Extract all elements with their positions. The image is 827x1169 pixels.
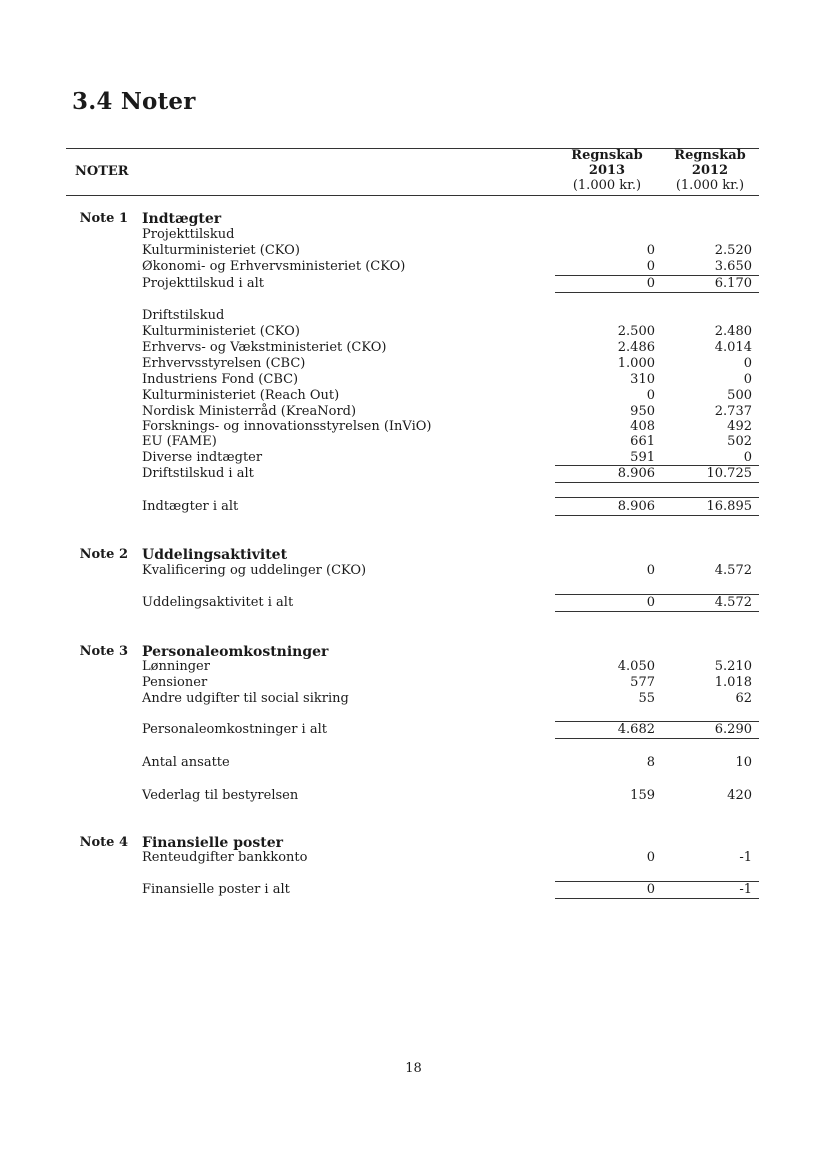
value-2012: 62: [735, 691, 752, 706]
note-4-label: Note 4: [79, 835, 128, 850]
note-heading-text: Indtægter: [142, 211, 222, 227]
table-row: [0, 259, 827, 275]
value-2013: 159: [630, 788, 655, 803]
value-2013: 661: [630, 434, 655, 449]
value-2012: 4.572: [714, 563, 752, 578]
value-2012: 5.210: [714, 659, 752, 674]
row-label: Kulturministeriet (Reach Out): [142, 388, 340, 403]
value-2012: 2.520: [714, 243, 752, 258]
row-label: EU (FAME): [142, 434, 217, 449]
table-row: [0, 850, 827, 866]
value-2012: 2.480: [714, 324, 752, 339]
table-row: [0, 243, 827, 259]
column-header-2012: [655, 148, 765, 193]
value-2013: 1.000: [617, 356, 655, 371]
value-2012: 0: [743, 450, 752, 465]
total-row: [0, 499, 827, 515]
row-label: Diverse indtægter: [142, 450, 263, 465]
value-2012: 492: [727, 419, 752, 434]
value-2013: 0: [646, 276, 655, 291]
row-label: Lønninger: [142, 659, 210, 674]
value-2013: 310: [630, 372, 655, 387]
total-rule: [555, 611, 759, 612]
table-row: [0, 434, 827, 450]
value-2012: 16.895: [706, 499, 752, 514]
value-2012: 10.725: [706, 466, 752, 481]
value-2013: 577: [630, 675, 655, 690]
table-row: [0, 563, 827, 579]
value-2013: 4.682: [617, 722, 655, 737]
value-2012: 6.290: [714, 722, 752, 737]
value-2012: -1: [739, 882, 752, 897]
note-4-heading: [0, 835, 827, 851]
value-2012: 0: [743, 356, 752, 371]
value-2012: 3.650: [714, 259, 752, 274]
value-2013: 2.486: [617, 340, 655, 355]
row-label: Erhvervsstyrelsen (CBC): [142, 356, 306, 371]
table-row: [0, 659, 827, 675]
value-2013: 8: [646, 755, 655, 770]
table-row: [0, 388, 827, 404]
column-header-2012-unit: (1.000 kr.): [675, 178, 745, 193]
row-label: Antal ansatte: [142, 755, 230, 770]
table-row: [0, 372, 827, 388]
table-row: [0, 755, 827, 771]
row-label: Indtægter i alt: [142, 499, 239, 514]
note-3-label: Note 3: [79, 644, 128, 659]
table-row: [0, 308, 827, 324]
table-row: [0, 691, 827, 707]
row-label: Kvalificering og uddelinger (CKO): [142, 563, 367, 578]
value-2013: 8.906: [617, 466, 655, 481]
total-row: [0, 882, 827, 898]
row-label: Nordisk Ministerråd (KreaNord): [142, 404, 357, 419]
row-label: Økonomi- og Erhvervsministeriet (CKO): [142, 259, 406, 274]
value-2013: 0: [646, 388, 655, 403]
total-row: [0, 722, 827, 738]
table-row: [0, 227, 827, 243]
page-number: 18: [405, 1061, 422, 1076]
column-header-2013-title: Regnskab: [571, 148, 643, 163]
value-2012: 502: [727, 434, 752, 449]
column-header-2012-title: Regnskab: [674, 148, 746, 163]
note-2-heading: [0, 547, 827, 563]
value-2012: 6.170: [714, 276, 752, 291]
row-label: Personaleomkostninger i alt: [142, 722, 327, 737]
row-label: Projekttilskud i alt: [142, 276, 264, 291]
row-label: Driftstilskud i alt: [142, 466, 254, 481]
value-2013: 0: [646, 259, 655, 274]
column-header-2013: [552, 148, 662, 193]
row-label: Erhvervs- og Vækstministeriet (CKO): [142, 340, 387, 355]
table-row: [0, 404, 827, 420]
subtotal-row: [0, 276, 827, 292]
value-2012: 2.737: [714, 404, 752, 419]
value-2013: 8.906: [617, 499, 655, 514]
table-row: [0, 788, 827, 804]
table-row: [0, 419, 827, 435]
row-label: Kulturministeriet (CKO): [142, 324, 300, 339]
table-row: [0, 450, 827, 466]
total-rule: [555, 898, 759, 899]
subtotal-rule: [555, 482, 759, 483]
row-label: Projekttilskud: [142, 227, 235, 242]
subtotal-rule: [555, 292, 759, 293]
table-row: [0, 340, 827, 356]
row-label: Kulturministeriet (CKO): [142, 243, 300, 258]
note-heading-text: Uddelingsaktivitet: [142, 547, 288, 563]
value-2013: 0: [646, 850, 655, 865]
value-2012: 10: [735, 755, 752, 770]
row-label: Driftstilskud: [142, 308, 225, 323]
value-2012: -1: [739, 850, 752, 865]
value-2013: 0: [646, 595, 655, 610]
subtotal-row: [0, 466, 827, 482]
column-header-2013-year: 2013: [588, 163, 626, 178]
note-3-heading: [0, 644, 827, 660]
total-rule: [555, 738, 759, 739]
note-heading-text: Personaleomkostninger: [142, 644, 329, 660]
note-1-label: Note 1: [79, 211, 128, 226]
value-2012: 1.018: [714, 675, 752, 690]
value-2013: 0: [646, 243, 655, 258]
column-header-2012-year: 2012: [691, 163, 729, 178]
value-2012: 500: [727, 388, 752, 403]
value-2013: 55: [638, 691, 655, 706]
header-bottom-rule: [66, 195, 759, 196]
note-2-label: Note 2: [79, 547, 128, 562]
value-2012: 4.014: [714, 340, 752, 355]
row-label: Uddelingsaktivitet i alt: [142, 595, 294, 610]
row-label: Finansielle poster i alt: [142, 882, 290, 897]
row-label: Pensioner: [142, 675, 208, 690]
notes-header-label: NOTER: [75, 164, 129, 179]
column-header-2013-unit: (1.000 kr.): [572, 178, 642, 193]
row-label: Vederlag til bestyrelsen: [142, 788, 299, 803]
value-2012: 0: [743, 372, 752, 387]
row-label: Forsknings- og innovationsstyrelsen (InViO): [142, 419, 432, 434]
table-row: [0, 356, 827, 372]
value-2013: 408: [630, 419, 655, 434]
value-2013: 0: [646, 882, 655, 897]
value-2013: 0: [646, 563, 655, 578]
value-2012: 4.572: [714, 595, 752, 610]
total-row: [0, 595, 827, 611]
row-label: Andre udgifter til social sikring: [142, 691, 349, 706]
total-rule: [555, 515, 759, 516]
page-title: 3.4 Noter: [72, 88, 196, 115]
value-2013: 950: [630, 404, 655, 419]
row-label: Renteudgifter bankkonto: [142, 850, 308, 865]
total-rule: [555, 497, 759, 498]
table-row: [0, 675, 827, 691]
value-2012: 420: [727, 788, 752, 803]
table-row: [0, 324, 827, 340]
value-2013: 2.500: [617, 324, 655, 339]
row-label: Industriens Fond (CBC): [142, 372, 299, 387]
note-heading-text: Finansielle poster: [142, 835, 283, 851]
value-2013: 4.050: [617, 659, 655, 674]
note-1-heading: [0, 211, 827, 227]
value-2013: 591: [630, 450, 655, 465]
